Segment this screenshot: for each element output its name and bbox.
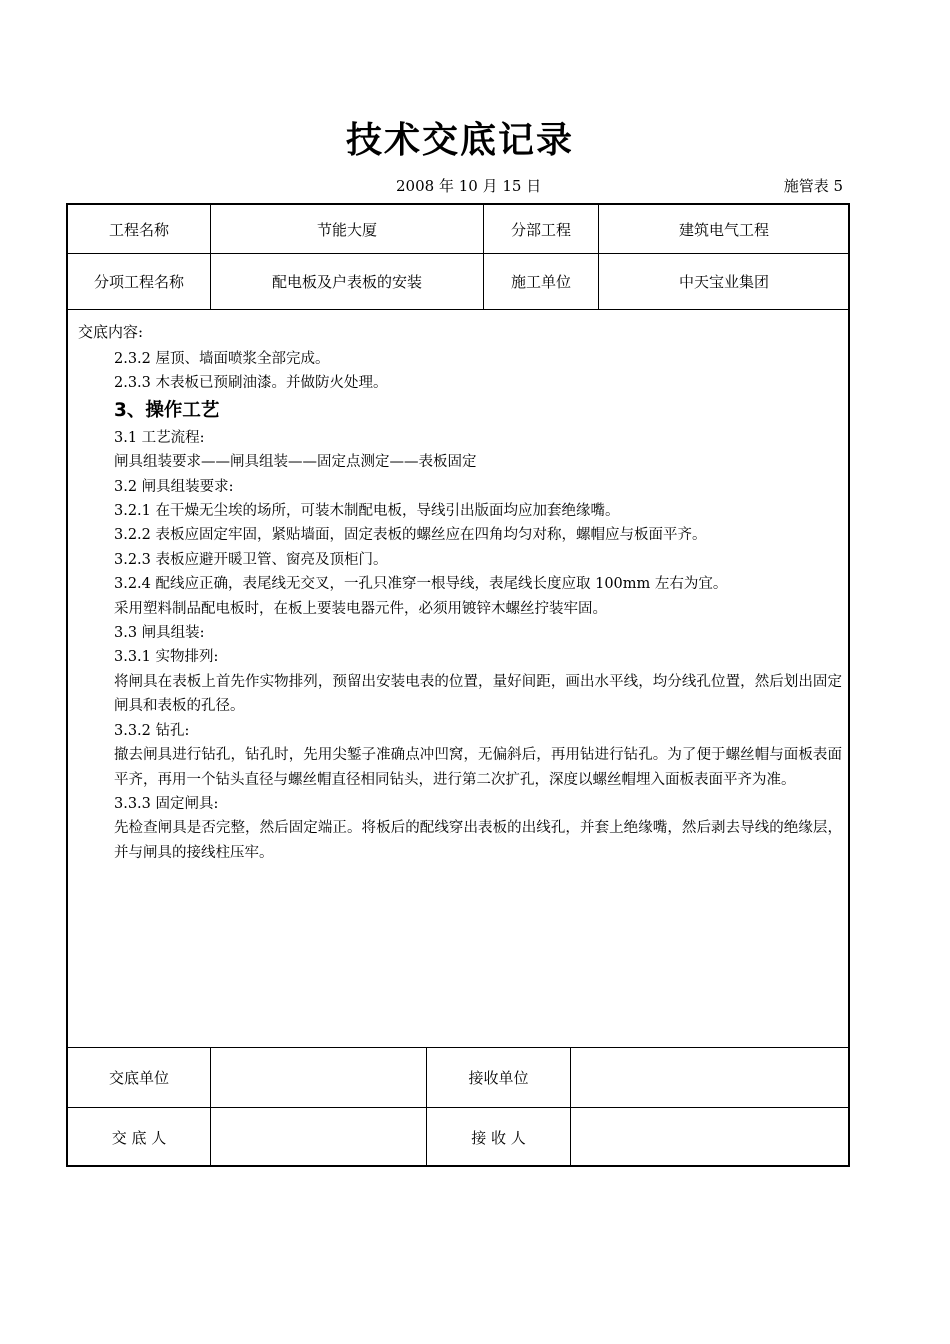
contractor-label: 施工单位 xyxy=(510,273,571,291)
record-table xyxy=(66,203,850,1167)
content-line: 3.2.4 配线应正确，表尾线无交叉，一孔只准穿一根导线，表尾线长度应取 100mm 左右为宜。 xyxy=(114,576,728,593)
content-paragraph: 将闸具在表板上首先作实物排列，预留出安装电表的位置，量好间距，画出水平线，均分线孔位置，然后划出固定闸具和表板的孔径。 xyxy=(114,673,842,715)
subitem-value: 配电板及户表板的安装 xyxy=(271,273,422,291)
content-line: 2.3.3 木表板已预刷油漆。并做防火处理。 xyxy=(114,375,388,392)
receiver-unit-field[interactable] xyxy=(571,1048,849,1107)
project-name-value: 节能大厦 xyxy=(316,220,377,239)
issuer-unit-field[interactable] xyxy=(211,1048,426,1107)
content-line: 3.3.3 固定闸具: xyxy=(114,795,219,812)
content-paragraph: 先检查闸具是否完整，然后固定端正。将板后的配线穿出表板的出线孔，并套上绝缘嘴，然后剥去导线的绝缘层，并与闸具的接线柱压牢。 xyxy=(114,820,842,861)
issuer-person-label: 交 底 人 xyxy=(111,1129,167,1147)
receiver-person-field[interactable] xyxy=(571,1108,849,1167)
content-line: 3.2.2 表板应固定牢固，紧贴墙面，固定表板的螺丝应在四角均匀对称，螺帽应与板面平齐。 xyxy=(114,527,707,544)
content-line: 2.3.2 屋顶、墙面喷浆全部完成。 xyxy=(114,351,330,367)
content-line: 3.3.2 钻孔: xyxy=(114,722,190,739)
issuer-person-field[interactable] xyxy=(211,1108,426,1167)
division-label: 分部工程 xyxy=(510,220,571,239)
content-line: 3.2.1 在干燥无尘埃的场所，可装木制配电板，导线引出版面均应加套绝缘嘴。 xyxy=(114,503,620,520)
project-name-label: 工程名称 xyxy=(108,220,169,239)
record-date: 2008 年 10 月 15 日 xyxy=(396,177,542,195)
content-line: 3.3.1 实物排列: xyxy=(114,649,219,666)
content-label: 交底内容: xyxy=(78,323,144,341)
contractor-value: 中天宝业集团 xyxy=(678,273,769,291)
disclosure-content xyxy=(68,311,848,1047)
issuer-unit-label: 交底单位 xyxy=(108,1069,169,1087)
content-line: 3.2 闸具组装要求: xyxy=(114,478,234,495)
content-line: 闸具组装要求——闸具组装——固定点测定——表板固定 xyxy=(114,454,477,471)
content-line: 3.1 工艺流程: xyxy=(114,429,205,446)
section-heading: 3、操作工艺 xyxy=(114,399,220,421)
content-line: 3.2.3 表板应避开暖卫管、窗亮及顶柜门。 xyxy=(114,551,388,568)
content-paragraph: 撤去闸具进行钻孔，钻孔时，先用尖錾子准确点冲凹窝，无偏斜后，再用钻进行钻孔。为了便于螺丝帽与面板表面平齐，再用一个钻头直径与螺丝帽直径相同钻头，进行第二次扩孔，深度以螺丝帽埋入面板表面平齐为准。 xyxy=(114,747,842,788)
row-divider xyxy=(68,309,848,310)
subitem-label: 分项工程名称 xyxy=(93,273,184,291)
content-line: 采用塑料制品配电板时，在板上要装电器元件，必须用镀锌木螺丝拧装牢固。 xyxy=(114,600,607,617)
content-line: 3.3 闸具组装: xyxy=(114,625,205,642)
page-title: 技术交底记录 xyxy=(345,120,574,161)
receiver-person-label: 接 收 人 xyxy=(471,1129,526,1147)
receiver-unit-label: 接收单位 xyxy=(468,1069,529,1087)
content-body xyxy=(114,347,842,865)
division-value: 建筑电气工程 xyxy=(678,220,769,239)
form-number: 施管表 5 xyxy=(783,177,843,195)
